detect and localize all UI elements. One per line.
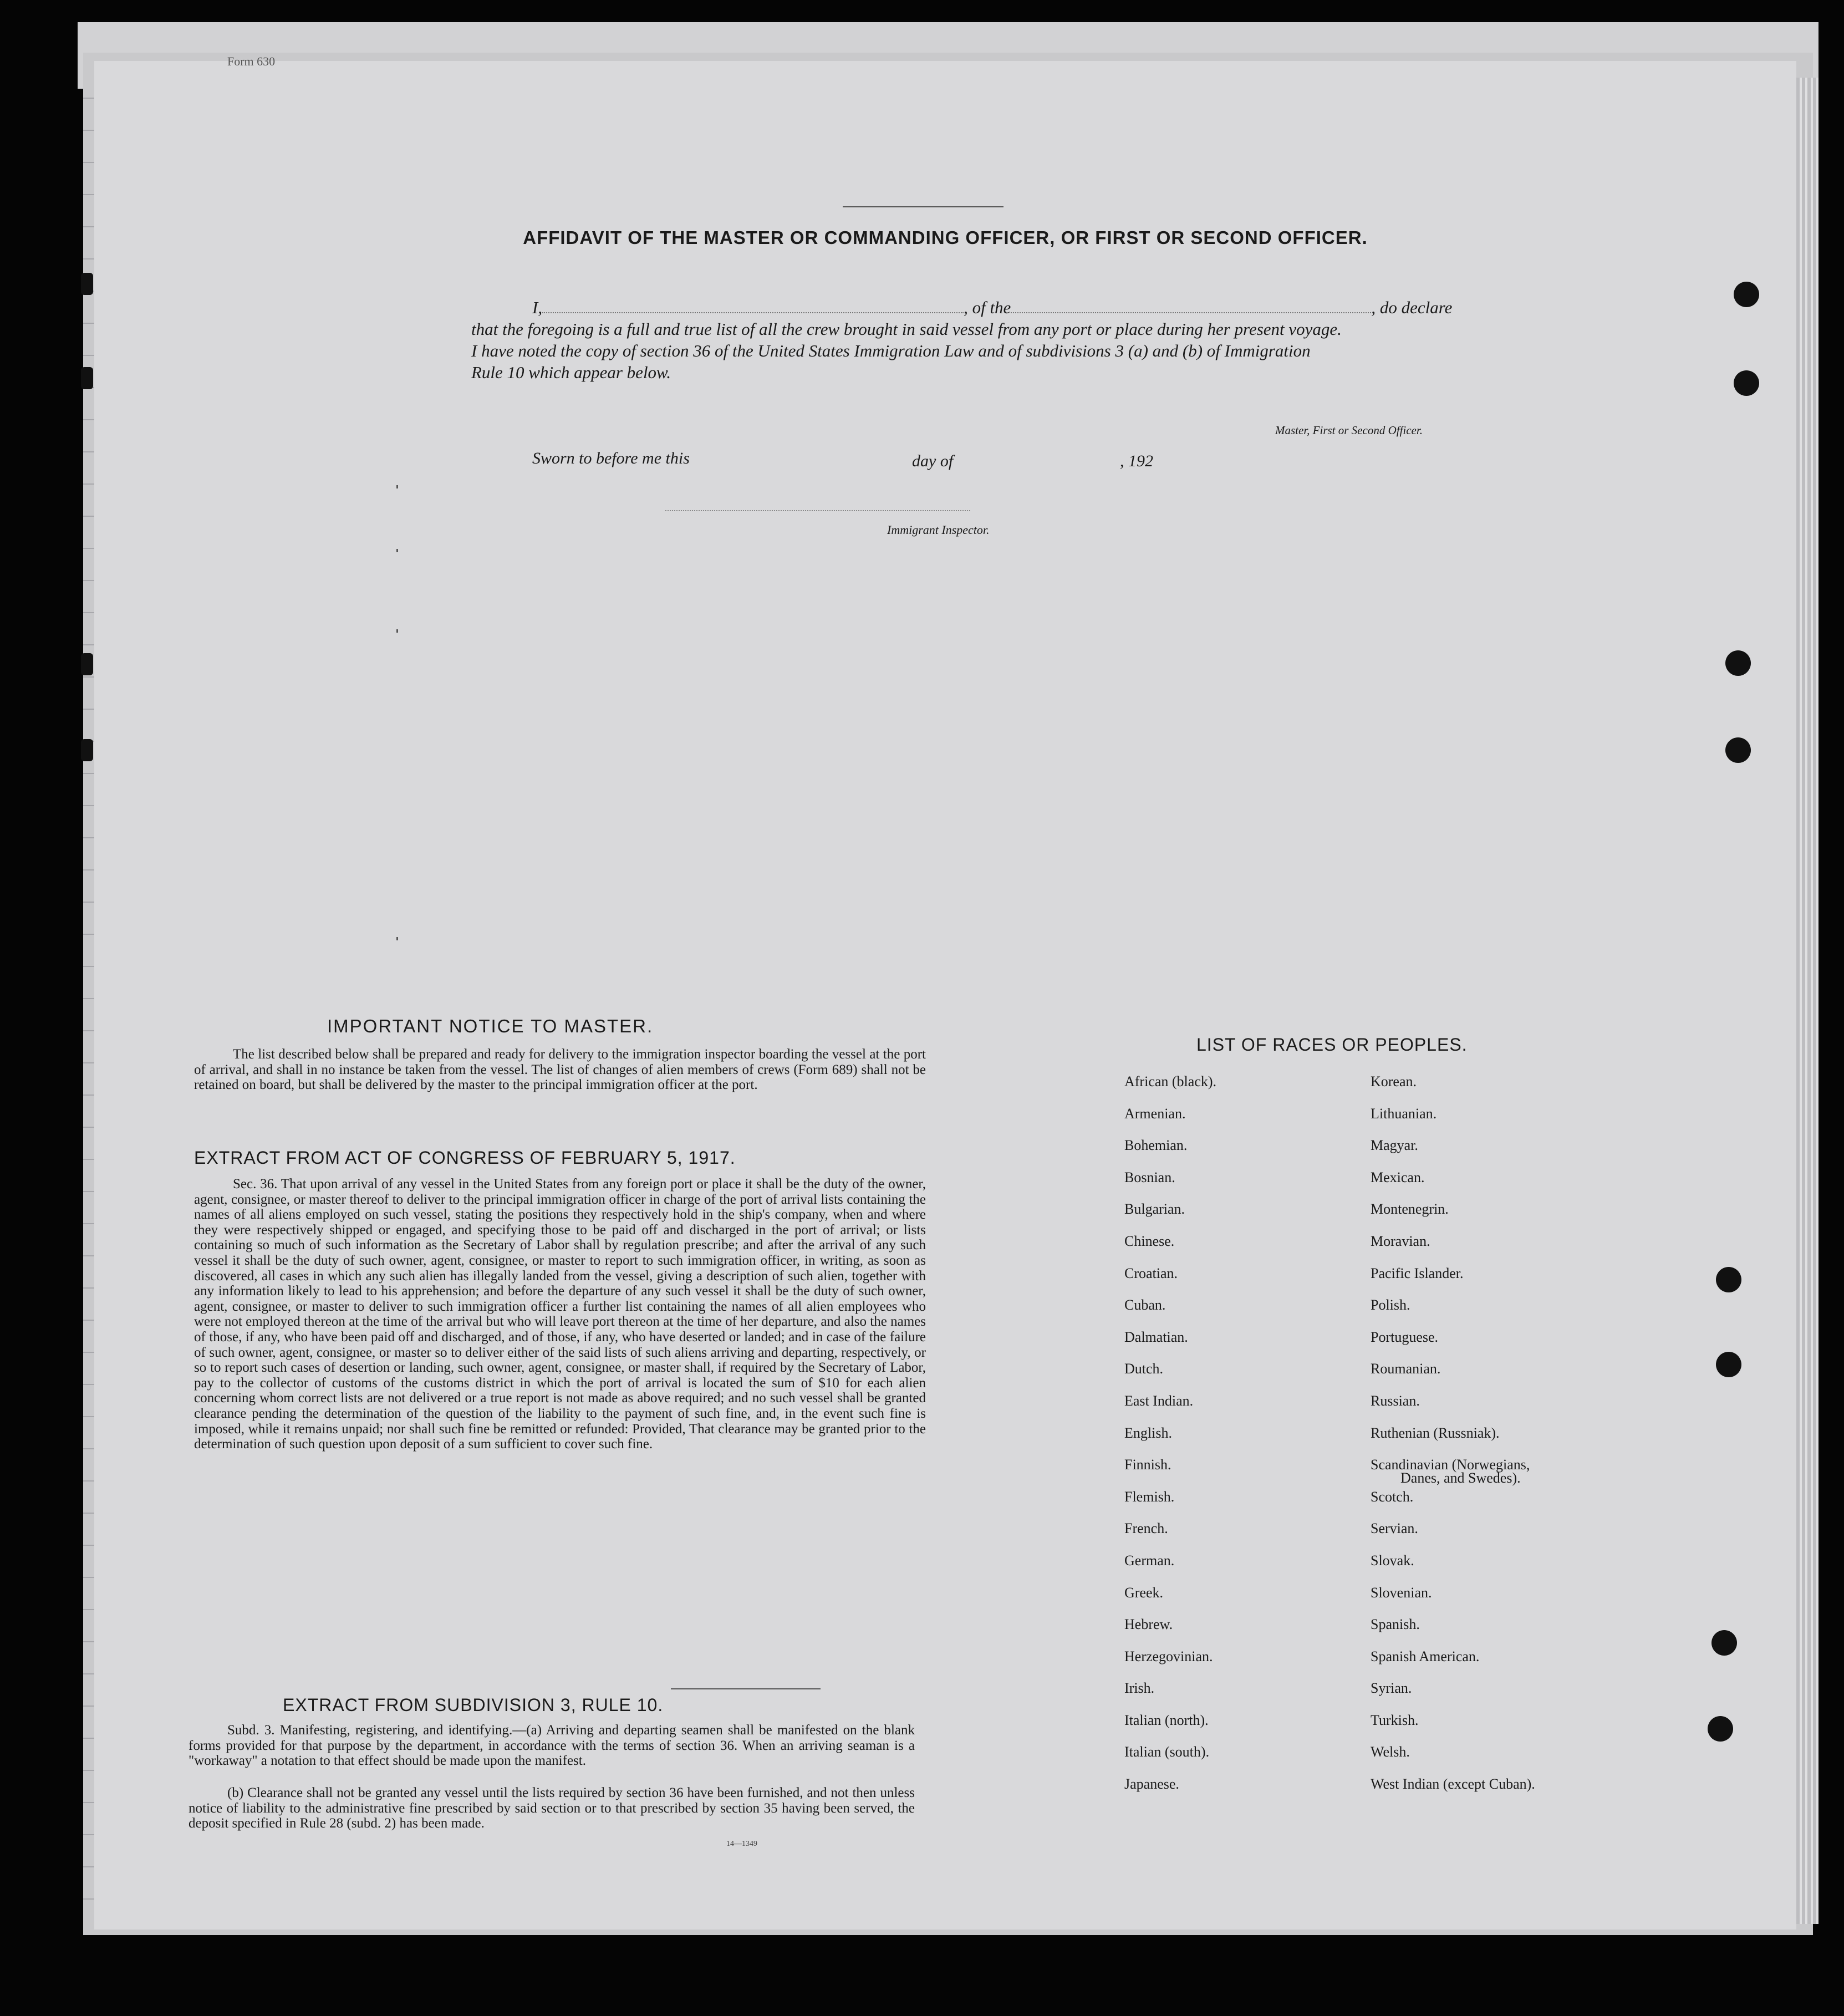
race-item: German. (1124, 1552, 1175, 1569)
affidavit-text (471, 297, 1525, 383)
races-column-2 (1371, 1073, 1535, 1808)
rule-extract-title: EXTRACT FROM SUBDIVISION 3, RULE 10. (283, 1695, 664, 1715)
race-item: Croatian. (1124, 1265, 1178, 1281)
left-punch-mark (81, 739, 93, 761)
day-of-label: day of (912, 452, 954, 470)
binder-hole (1734, 370, 1759, 396)
margin-tick (396, 549, 398, 552)
affidavit-line-2: that the foregoing is a full and true list of all the crew brought in said vessel from any port or place during her present voyage. (471, 319, 1342, 339)
rule-extract-a: Subd. 3. Manifesting, registering, and identifying.—(a) Arriving and departing seamen shall be manifested on the blank forms provided for that purpose by the department, in accordance with the terms of section 36. When an arriving seaman is a "workaway" a notation to that effect should be made upon the manifest. (189, 1723, 919, 1769)
race-item: Roumanian. (1371, 1361, 1441, 1377)
name-blank (542, 312, 964, 313)
race-item: Servian. (1371, 1520, 1418, 1537)
race-item: Syrian. (1371, 1680, 1412, 1697)
race-item: East Indian. (1124, 1392, 1194, 1409)
race-item: Greek. (1124, 1584, 1164, 1601)
race-item: Magyar. (1371, 1137, 1418, 1154)
binder-hole (1716, 1352, 1741, 1377)
inspector-signature-line (665, 510, 970, 511)
left-punch-mark (81, 367, 93, 389)
right-page-edges (1796, 78, 1818, 1924)
affidavit-title: AFFIDAVIT OF THE MASTER OR COMMANDING OFFICER, OR FIRST OR SECOND OFFICER. (523, 227, 1368, 248)
form-number: Form 630 (227, 54, 276, 68)
signature-label: Master, First or Second Officer. (1275, 424, 1423, 437)
race-item: Turkish. (1371, 1712, 1419, 1728)
sworn-label: Sworn to before me this (532, 449, 690, 467)
race-item: Spanish American. (1371, 1648, 1480, 1664)
act-extract-body: Sec. 36. That upon arrival of any vessel in the United States from any foreign port or place it shall be the duty of the owner, agent, consignee, or master thereof to deliver to the principal immigration officer in charge of the port of arrival lists containing the names of all aliens employed on such vessel, stating the positions they respectively hold in the ship's company, when and where they were respectively shipped or engaged, and specifying those to be paid off and discharged in the port of arrival; or lists containing so much of such information as the Secretary of Labor shall by regulation prescribe; and after the arrival of any such vessel it shall be the duty of such owner, agent, consignee, or master to report to such immigration officer, in writing, as soon as discovered, all cases in which any such alien has illegally landed from the vessel, giving a description of such alien, together with any information likely to lead to his apprehension; and before the departure of any such vessel it shall be the duty of such owner, agent, consignee, or master to deliver to such immigration officer a further list containing the names of all alien employees who were not employed thereon at the time of the arrival but who will leave port thereon at the time of her departure, and also the names of those, if any, who have been paid off and discharged, and of those, if any, who have deserted or landed; and in case of the failure of such owner, agent, consignee, or master so to deliver either of the said lists of such aliens arriving and departing, respectively, or so to report such cases of desertion or landing, such owner, agent, consignee, or master shall, if required by the Secretary of Labor, pay to the collector of customs of the customs district in which the port of arrival is located the sum of $10 for each alien concerning whom correct lists are not delivered or a true report is not made as above required; and no such vessel shall be granted clearance pending the determination of the question of the liability to the payment of such fine, and, in the event such fine is imposed, while it remains unpaid; nor shall such fine be remitted or refunded: Provided, That clearance may be granted prior to the determination of such question upon deposit of a sum sufficient to cover such fine. (194, 1177, 930, 1452)
race-item: Chinese. (1124, 1233, 1175, 1249)
binder-hole (1725, 650, 1751, 676)
vessel-blank (1011, 312, 1371, 313)
affidavit-line-4: Rule 10 which appear below. (471, 363, 671, 382)
race-item: Pacific Islander. (1371, 1265, 1464, 1281)
race-item: Armenian. (1124, 1105, 1186, 1122)
race-item: Italian (south). (1124, 1744, 1210, 1760)
race-item: Montenegrin. (1371, 1201, 1449, 1218)
race-item: Korean. (1371, 1073, 1417, 1090)
race-item: Scotch. (1371, 1488, 1414, 1505)
races-title: LIST OF RACES OR PEOPLES. (1196, 1035, 1468, 1055)
affidavit-declare: , do declare (1371, 298, 1453, 317)
race-item: Russian. (1371, 1392, 1420, 1409)
notice-body: The list described below shall be prepared and ready for delivery to the immigration inspector boarding the vessel at the port of arrival, and shall in no instance be taken from the vessel. The list of changes of alien members of crews (Form 689) shall not be retained on board, but shall be delivered by the master to the principal immigration officer at the port. (194, 1047, 930, 1093)
year-label: , 192 (1120, 452, 1153, 470)
notice-title: IMPORTANT NOTICE TO MASTER. (327, 1016, 654, 1036)
affidavit-line-3: I have noted the copy of section 36 of the United States Immigration Law and of subdivisions 3 (a) and (b) of Immigration (471, 341, 1311, 360)
rule-divider (671, 1688, 821, 1689)
race-item: Italian (north). (1124, 1712, 1209, 1728)
race-item: Japanese. (1124, 1776, 1179, 1793)
race-item: Polish. (1371, 1297, 1410, 1314)
race-item: Flemish. (1124, 1488, 1175, 1505)
race-item: Bohemian. (1124, 1137, 1188, 1154)
margin-tick (396, 485, 398, 488)
race-item: Cuban. (1124, 1297, 1166, 1314)
race-item: Herzegovinian. (1124, 1648, 1213, 1664)
race-item: Irish. (1124, 1680, 1155, 1697)
race-item: Welsh. (1371, 1744, 1410, 1760)
race-item: Dalmatian. (1124, 1328, 1188, 1345)
race-item: Spanish. (1371, 1616, 1420, 1633)
rule-extract-b: (b) Clearance shall not be granted any vessel until the lists required by section 36 have been furnished, and not then unless notice of liability to the administrative fine prescribed by said section or to that prescribed by section 35 having been served, the deposit specified in Rule 28 (subd. 2) has been made. (189, 1785, 919, 1831)
race-item: West Indian (except Cuban). (1371, 1776, 1535, 1793)
binder-hole (1711, 1630, 1737, 1656)
race-item: Slovak. (1371, 1552, 1414, 1569)
inspector-label: Immigrant Inspector. (887, 523, 990, 537)
race-item: Danes, and Swedes). (1400, 1470, 1521, 1486)
act-extract-title: EXTRACT FROM ACT OF CONGRESS OF FEBRUARY 5, 1917. (194, 1148, 736, 1168)
race-item: Lithuanian. (1371, 1105, 1437, 1122)
race-item: Scandinavian (Norwegians, (1371, 1457, 1530, 1473)
race-item: Portuguese. (1371, 1328, 1439, 1345)
form-page (94, 61, 1796, 1930)
race-item: Bulgarian. (1124, 1201, 1185, 1218)
race-item: Bosnian. (1124, 1169, 1175, 1185)
binder-hole (1708, 1716, 1733, 1742)
races-column-1 (1124, 1073, 1216, 1808)
binder-hole (1725, 737, 1751, 763)
race-item: Moravian. (1371, 1233, 1430, 1249)
race-item: Dutch. (1124, 1361, 1164, 1377)
race-item: Finnish. (1124, 1457, 1171, 1473)
left-punch-mark (81, 273, 93, 295)
left-punch-mark (81, 653, 93, 675)
race-item: Hebrew. (1124, 1616, 1173, 1633)
race-item: African (black). (1124, 1073, 1217, 1090)
affidavit-of-the: , of the (964, 298, 1011, 317)
race-item: English. (1124, 1424, 1172, 1441)
print-code: 14—1349 (726, 1840, 757, 1848)
race-item: French. (1124, 1520, 1168, 1537)
race-item: Mexican. (1371, 1169, 1425, 1185)
title-divider (843, 206, 1003, 207)
binder-hole (1734, 282, 1759, 307)
margin-tick (396, 937, 398, 940)
margin-tick (396, 629, 398, 633)
binder-hole (1716, 1267, 1741, 1292)
affidavit-i: I, (532, 298, 543, 317)
race-item: Ruthenian (Russniak). (1371, 1424, 1500, 1441)
race-item: Slovenian. (1371, 1584, 1432, 1601)
